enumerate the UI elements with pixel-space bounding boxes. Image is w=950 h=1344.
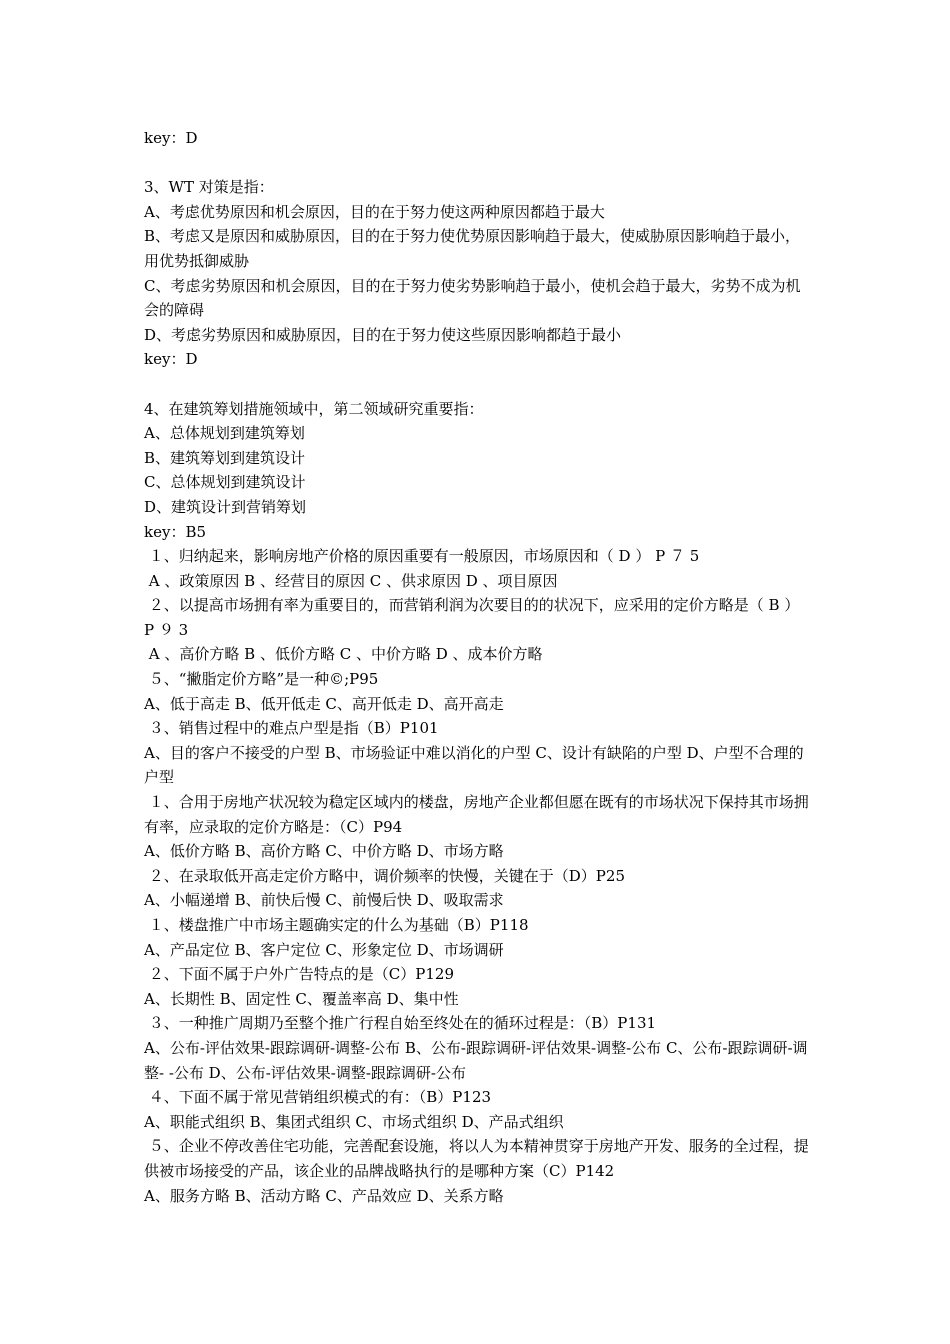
text-line: A 、高价方略 B 、低价方略 C 、中价方略 D 、成本价方略: [144, 645, 543, 664]
text-line: １、合用于房地产状况较为稳定区域内的楼盘，房地产企业都但愿在既有的市场状况下保持其市场拥有率，应录取的定价方略是：（C）P94: [144, 793, 809, 836]
text-line: ２、以提高市场拥有率为重要目的，而营销利润为次要目的的状况下，应采用的定价方略是（ B ） P ９ 3: [144, 596, 805, 639]
text-line: A、职能式组织 B、集团式组织 C、市场式组织 D、产品式组织: [144, 1112, 564, 1131]
text-line: ４、下面不属于常见营销组织模式的有：（B）P123: [144, 1088, 492, 1107]
text-line: １、归纳起来，影响房地产价格的原因重要有一般原因，市场原因和（ D ） P ７ 5: [144, 547, 700, 566]
document-body: [144, 126, 812, 1208]
text-line: ３、一种推广周期乃至整个推广行程自始至终处在的循环过程是：（B）P131: [144, 1014, 657, 1033]
blank-line: [144, 151, 812, 176]
text-line: 4、在建筑筹划措施领域中，第二领域研究重要指：: [144, 399, 484, 418]
text-line: key：D: [144, 350, 198, 369]
text-line: A、考虑优势原因和机会原因，目的在于努力使这两种原因都趋于最大: [144, 202, 605, 221]
text-line: C、总体规划到建筑设计: [144, 473, 306, 492]
text-line: A、长期性 B、固定性 C、覆盖率高 D、集中性: [144, 989, 459, 1008]
text-line: ５、企业不停改善住宅功能，完善配套设施，将以人为本精神贯穿于房地产开发、服务的全过程，提供被市场接受的产品，该企业的品牌战略执行的是哪种方案（C）P142: [144, 1137, 809, 1180]
text-line: A、低价方略 B、高价方略 C、中价方略 D、市场方略: [144, 842, 504, 861]
text-line: D、建筑设计到营销筹划: [144, 497, 307, 516]
text-line: A、目的客户不接受的户型 B、市场验证中难以消化的户型 C、设计有缺陷的户型 D、户型不合理的户型: [144, 743, 804, 787]
text-line: A、产品定位 B、客户定位 C、形象定位 D、市场调研: [144, 940, 504, 959]
text-line: B、考虑又是原因和威胁原因，目的在于努力使优势原因影响趋于最大，使威胁原因影响趋于最小，用优势抵御威胁: [144, 227, 801, 270]
text-line: B、建筑筹划到建筑设计: [144, 448, 306, 467]
text-line: ３、销售过程中的难点户型是指（B）P101: [144, 719, 439, 738]
text-line: ２、在录取低开高走定价方略中，调价频率的快慢，关键在于（D）P25: [144, 866, 625, 885]
blank-line: [144, 372, 812, 397]
text-line: ５、“撇脂定价方略”是一种©;P95: [144, 670, 379, 689]
text-line: A、总体规划到建筑筹划: [144, 424, 305, 443]
text-line: １、楼盘推广中市场主题确实定的什么为基础（B）P118: [144, 916, 529, 934]
text-line: 3、WT 对策是指：: [144, 178, 274, 197]
text-line: A 、政策原因 B 、经营目的原因 C 、供求原因 D 、项目原因: [144, 571, 558, 590]
text-line: A、低于高走 B、低开低走 C、高开低走 D、高开高走: [144, 694, 504, 713]
text-line: key：D: [144, 129, 198, 147]
text-line: ２、下面不属于户外广告特点的是（C）P129: [144, 965, 454, 984]
text-line: C、考虑劣势原因和机会原因，目的在于努力使劣势影响趋于最小，使机会趋于最大，劣势不成为机会的障碍: [144, 276, 801, 320]
text-line: key：B5: [144, 522, 207, 541]
text-line: A、服务方略 B、活动方略 C、产品效应 D、关系方略: [144, 1186, 504, 1205]
text-line: A、小幅递增 B、前快后慢 C、前慢后快 D、吸取需求: [144, 891, 504, 910]
text-line: D、考虑劣势原因和威胁原因，目的在于努力使这些原因影响都趋于最小: [144, 325, 622, 344]
text-line: A、公布-评估效果-跟踪调研-调整-公布 B、公布-跟踪调研-评估效果-调整-公布 C、公布-跟踪调研-调整- -公布 D、公布-评估效果-调整-跟踪调研-公布: [144, 1038, 808, 1082]
